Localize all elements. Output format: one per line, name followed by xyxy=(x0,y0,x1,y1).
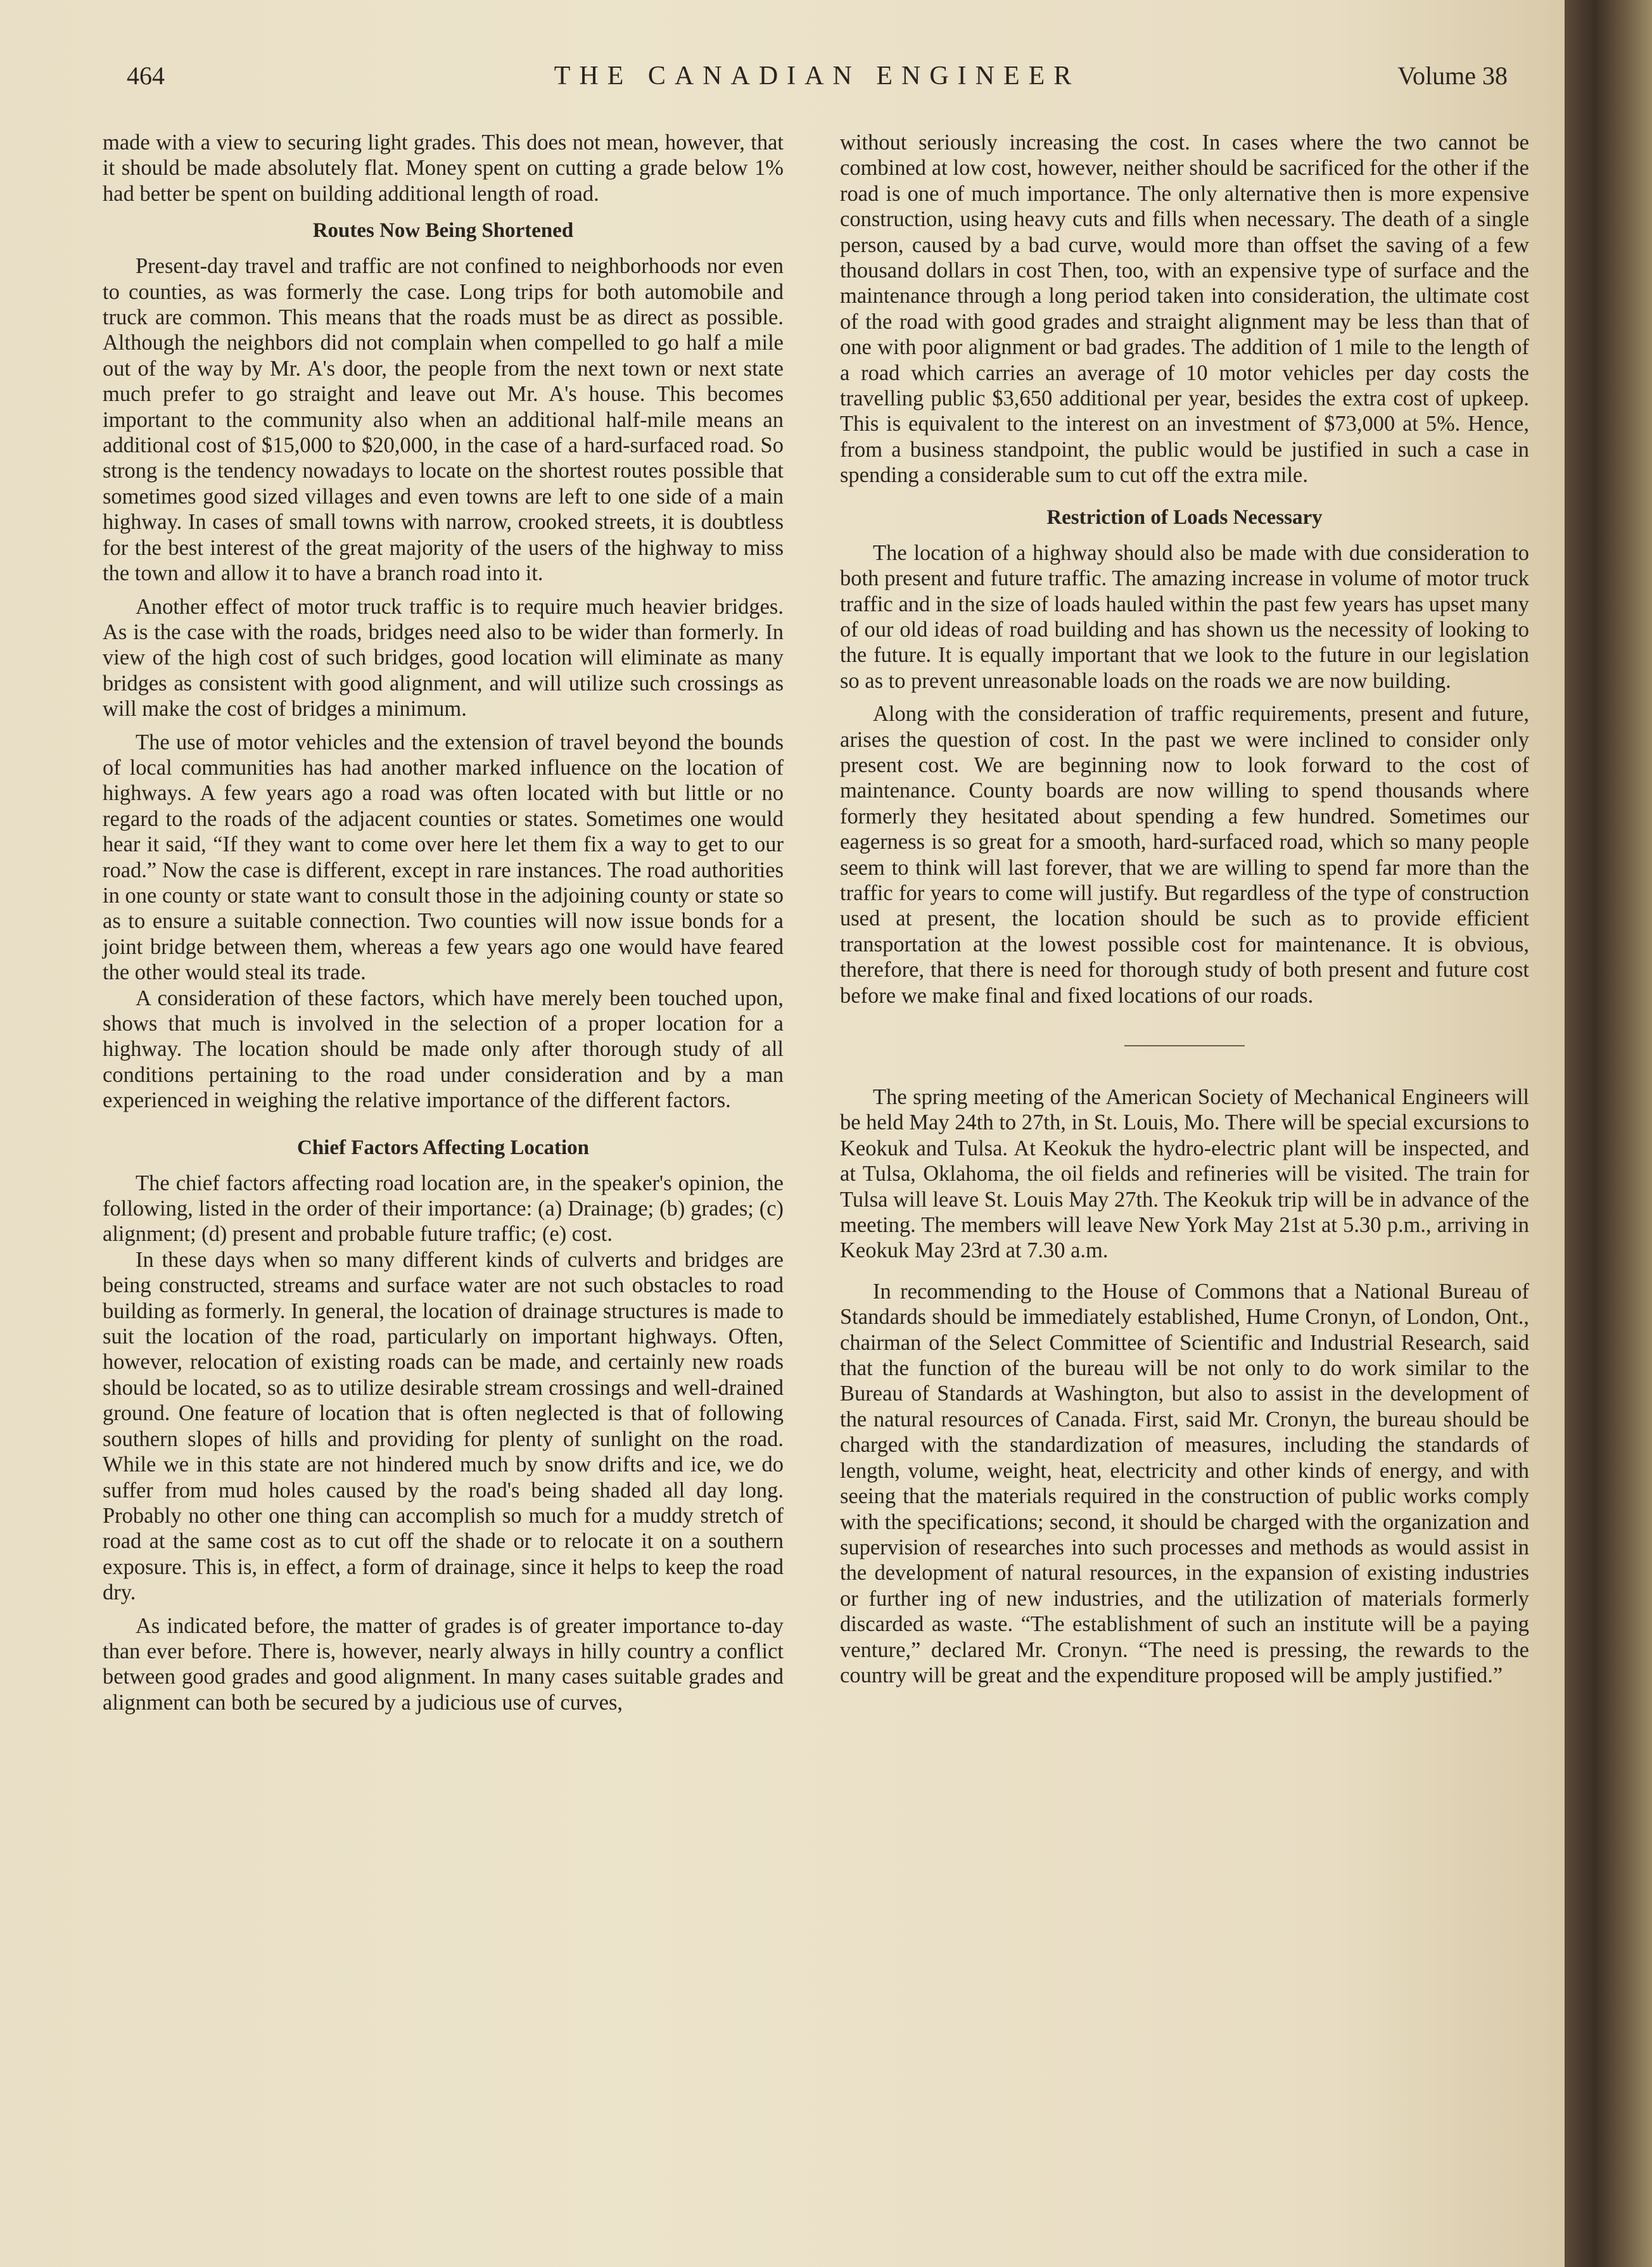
section-heading: Chief Factors Affecting Location xyxy=(297,1136,589,1159)
page-number: 464 xyxy=(127,61,165,90)
paragraph: The location of a highway should also be made with due consideration to both present and future traffic. The amazing increase in volume of motor truck traffic and in the size of loads hauled within the past few years has upset many of our old ideas of road building and has shown us the necessity of looking to the future. It is equally important that we look to the future in our legislation so as to prevent unreasonable loads on the roads we are now building. xyxy=(840,540,1529,693)
paragraph: As indicated before, the matter of grades is of greater importance to-day than ever before. There is, however, nearly always in hilly country a conflict between good grades and good alignment. In many cases suitable grades and alignment can both be secured by a judicious use of curves, xyxy=(103,1613,784,1715)
section-heading: Routes Now Being Shortened xyxy=(312,219,574,243)
paragraph: In recommending to the House of Commons that a National Bureau of Standards should be immediately established, Hume Cronyn, of London, Ont., chairman of the Select Committee of Scientific and Industrial Research, said that the function of the bureau will be not only to do work similar to the Bureau of Standards at Washington, but also to assist in the development of the natural resources of Canada. First, said Mr. Cronyn, the bureau should be charged with the standardization of measures, including the standards of length, volume, weight, heat, electricity and other kinds of energy, and with seeing that the materials required in the construction of public works comply with the specifications; second, it should be charged with the organization and supervision of researches into such processes and methods as would assist in the development of natural resources, in the expansion of existing industries or further ing of new industries, and the utilization of materials formerly discarded as waste. “The establishment of such an institute will be a paying venture,” declared Mr. Cronyn. “The need is pressing, the rewards to the country will be great and the expenditure proposed will be amply justified.” xyxy=(840,1279,1529,1687)
paragraph: without seriously increasing the cost. In cases where the two cannot be combined at low cost, however, neither should be sacrificed for the other if the road is one of much importance. The only alternative then is more expensive construction, using heavy cuts and fills when necessary. The death of a single person, caused by a bad curve, would more than offset the saving of a few thousand dollars in cost Then, too, with an expensive type of surface and the maintenance through a long period taken into consideration, the ultimate cost of the road with good grades and straight alignment may be less than that of one with poor alignment or bad grades. The addition of 1 mile to the length of a road which carries an average of 10 motor vehicles per day costs the travelling public $3,650 additional per year, besides the extra cost of upkeep. This is equivalent to the interest on an investment of $73,000 at 5%. Hence, from a business standpoint, the public would be justified in such a case in spending a considerable sum to cut off the extra mile. xyxy=(840,130,1529,488)
paragraph: The spring meeting of the American Society of Mechanical Engineers will be held May 24th to 27th, in St. Louis, Mo. There will be special excursions to Keokuk and Tulsa. At Keokuk the hydro-electric plant will be inspected, and at Tulsa, Oklahoma, the oil fields and refineries will be visited. The train for Tulsa will leave St. Louis May 27th. The Keokuk trip will be in advance of the meeting. The members will leave New York May 21st at 5.30 p.m., arriving in Keokuk May 23rd at 7.30 a.m. xyxy=(840,1085,1529,1263)
right-column xyxy=(840,130,1529,1688)
volume-label: Volume 38 xyxy=(1397,61,1508,90)
book-spine-shadow xyxy=(1565,0,1652,2267)
paragraph: Along with the consideration of traffic requirements, present and future, arises the question of cost. In the past we were inclined to consider only present cost. We are beginning now to look forward to the cost of maintenance. County boards are now willing to spend thousands where formerly they hesitated about spending a few hundred. Sometimes our eagerness is so great for a smooth, hard-surfaced road, which so many people seem to think will last forever, that we are willing to spend far more than the traffic for years to come will justify. But regardless of the type of construction used at present, the location should be such as to provide efficient transportation at the lowest possible cost for maintenance. It is obvious, therefore, that there is need for thorough study of both present and future cost before we make final and fixed locations of our roads. xyxy=(840,702,1529,1008)
paragraph: In these days when so many different kinds of culverts and bridges are being constructed, streams and surface water are not such obstacles to road building as formerly. In general, the location of drainage structures is made to suit the location of the road, particularly on important highways. Often, however, relocation of existing roads can be made, and certainly new roads should be located, so as to utilize desirable stream crossings and well-drained ground. One feature of location that is often neglected is that of following southern slopes of hills and providing for plenty of sunlight on the road. While we in this state are not hindered much by snow drifts and ice, we do suffer from mud holes caused by the road's being shaded all day long. Probably no other one thing can accomplish so much for a muddy stretch of road at the same cost as to cut off the shade or to relocate it on a southern exposure. This is, in effect, a form of drainage, since it helps to keep the road dry. xyxy=(103,1247,784,1605)
paragraph: The use of motor vehicles and the extension of travel beyond the bounds of local communities has had another marked influence on the location of highways. A few years ago a road was often located with but little or no regard to the roads of the adjacent counties or states. Sometimes one would hear it said, “If they want to come over here let them fix a way to get to our road.” Now the case is different, except in rare instances. The road authorities in one county or state want to consult those in the adjoining county or state so as to ensure a suitable connection. Two counties will now issue bonds for a joint bridge between them, whereas a few years ago one would have feared the other would steal its trade. xyxy=(103,730,784,985)
paragraph: The chief factors affecting road location are, in the speaker's opinion, the following, listed in the order of their importance: (a) Drainage; (b) grades; (c) alignment; (d) present and probable future traffic; (e) cost. xyxy=(103,1171,784,1247)
paragraph: made with a view to securing light grades. This does not mean, however, that it should be made absolutely flat. Money spent on cutting a grade below 1% had better be spent on building additional length of road. xyxy=(103,130,784,206)
section-heading: Restriction of Loads Necessary xyxy=(1046,505,1323,529)
paragraph: Present-day travel and traffic are not confined to neighborhoods nor even to counties, as was formerly the case. Long trips for both automobile and truck are common. This means that the roads must be as direct as possible. Although the neighbors did not complain when compelled to go half a mile out of the way by Mr. A's door, the people from the next town or next state much prefer to go straight and leave out Mr. A's house. This becomes important to the community also when an additional half-mile means an additional cost of $15,000 to $20,000, in the case of a hard-surfaced road. So strong is the tendency nowadays to locate on the shortest routes possible that sometimes good sized villages and even towns are left to one side of a main highway. In cases of small towns with narrow, crooked streets, it is doubtless for the best interest of the great majority of the users of the highway to miss the town and allow it to have a branch road into it. xyxy=(103,254,784,586)
journal-title: THE CANADIAN ENGINEER xyxy=(554,61,1081,91)
running-header xyxy=(127,61,1508,99)
paragraph: A consideration of these factors, which have merely been touched upon, shows that much is involved in the selection of a proper location for a highway. The location should be made only after thorough study of all conditions pertaining to the road under consideration and by a man experienced in weighing the relative importance of the different factors. xyxy=(103,986,784,1113)
left-column xyxy=(103,130,784,1715)
section-divider xyxy=(1124,1045,1245,1046)
paragraph: Another effect of motor truck traffic is to require much heavier bridges. As is the case with the roads, bridges need also to be wider than formerly. In view of the high cost of such bridges, good location will eliminate as many bridges as consistent with good alignment, and will utilize such crossings as will make the cost of bridges a minimum. xyxy=(103,594,784,721)
